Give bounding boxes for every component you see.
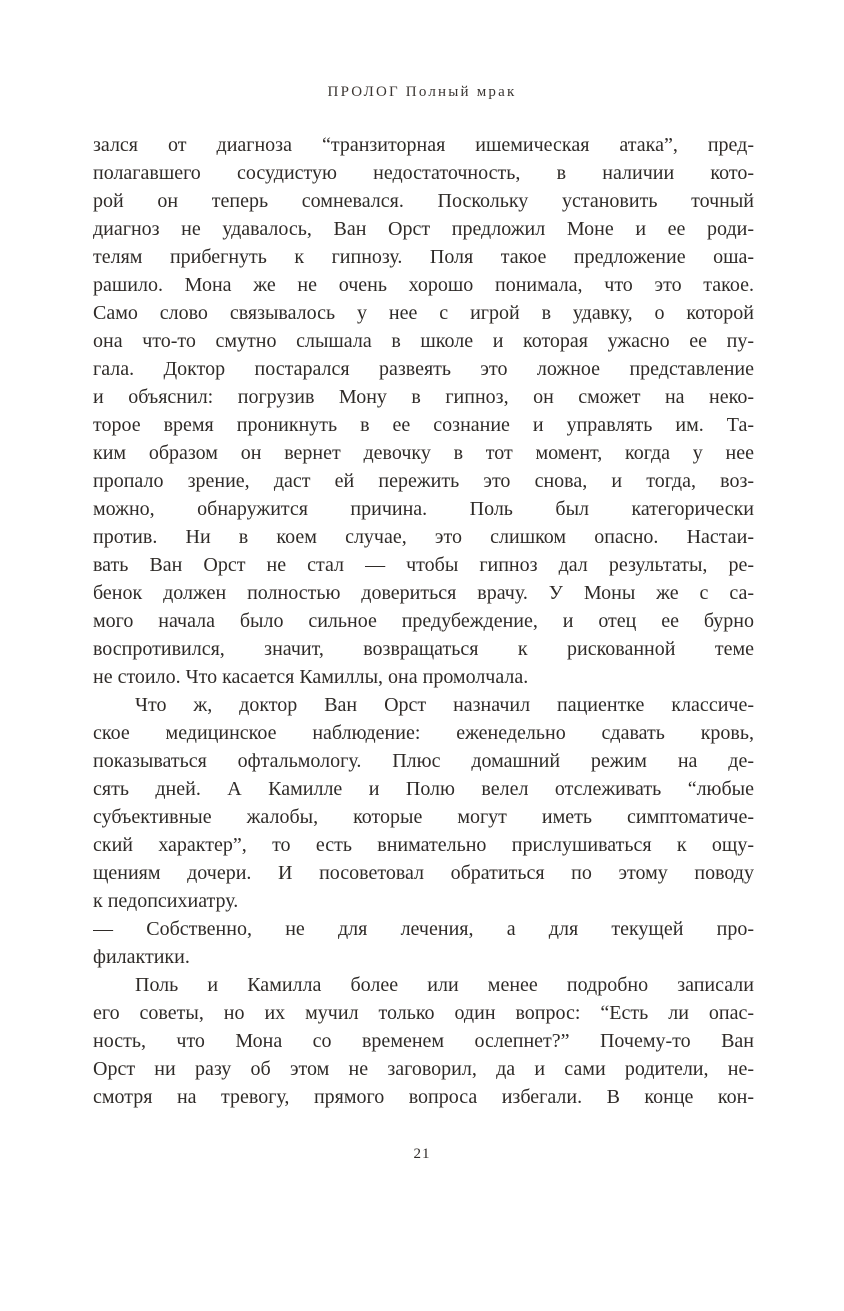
text-line: пропало зрение, даст ей пережить это снова, и тогда, воз- (93, 470, 754, 492)
text-line: рой он теперь сомневался. Поскольку установить точный (93, 190, 754, 212)
paragraph (93, 971, 754, 1111)
text-line: его советы, но их мучил только один вопрос: “Есть ли опас- (93, 1002, 754, 1024)
text-line: ское медицинское наблюдение: еженедельно сдавать кровь, (93, 722, 754, 744)
text-line: — Собственно, не для лечения, а для текущей про- (93, 918, 754, 940)
text-line: телям прибегнуть к гипнозу. Поля такое предложение оша- (93, 246, 754, 268)
text-line: гала. Доктор постарался развеять это ложное представление (93, 358, 754, 380)
text-line: сять дней. А Камилле и Полю велел отслеживать “любые (93, 778, 754, 800)
text-line: субъективные жалобы, которые могут иметь симптоматиче- (93, 806, 754, 828)
text-line: Орст ни разу об этом не заговорил, да и сами родители, не- (93, 1058, 754, 1080)
text-line: мого начала было сильное предубеждение, и отец ее бурно (93, 610, 754, 632)
text-line: показываться офтальмологу. Плюс домашний режим на де- (93, 750, 754, 772)
text-line: она что-то смутно слышала в школе и которая ужасно ее пу- (93, 330, 754, 352)
text-line: смотря на тревогу, прямого вопроса избегали. В конце кон- (93, 1086, 754, 1108)
text-line: Поль и Камилла более или менее подробно записали (135, 974, 754, 996)
text-line: зался от диагноза “транзиторная ишемическая атака”, пред- (93, 134, 754, 156)
text-line: филактики. (93, 946, 190, 968)
text-line: диагноз не удавалось, Ван Орст предложил Моне и ее роди- (93, 218, 754, 240)
running-header: ПРОЛОГ Полный мрак (327, 84, 517, 100)
text-line: к педопсихиатру. (93, 890, 239, 912)
text-line: бенок должен полностью довериться врачу. У Моны же с са- (93, 582, 754, 604)
text-line: полагавшего сосудистую недостаточность, в наличии кото- (93, 162, 754, 184)
text-line: ким образом он вернет девочку в тот момент, когда у нее (93, 442, 754, 464)
paragraph (93, 915, 754, 971)
text-line: и объяснил: погрузив Мону в гипноз, он сможет на неко- (93, 386, 754, 408)
text-line: Что ж, доктор Ван Орст назначил пациентке классиче- (135, 694, 754, 716)
text-line: против. Ни в коем случае, это слишком опасно. Настаи- (93, 526, 754, 548)
page-number: 21 (413, 1146, 431, 1162)
body-text (93, 131, 754, 1111)
paragraph (93, 691, 754, 915)
text-line: вать Ван Орст не стал — чтобы гипноз дал результаты, ре- (93, 554, 754, 576)
text-line: не стоило. Что касается Камиллы, она промолчала. (93, 666, 529, 688)
paragraph (93, 131, 754, 691)
text-line: ский характер”, то есть внимательно прислушиваться к ощу- (93, 834, 754, 856)
text-line: Само слово связывалось у нее с игрой в удавку, о которой (93, 302, 754, 324)
text-line: можно, обнаружится причина. Поль был категорически (93, 498, 754, 520)
text-line: ность, что Мона со временем ослепнет?” Почему-то Ван (93, 1030, 754, 1052)
text-line: воспротивился, значит, возвращаться к рискованной теме (93, 638, 754, 660)
text-line: торое время проникнуть в ее сознание и управлять им. Та- (93, 414, 754, 436)
text-line: рашило. Мона же не очень хорошо понимала, что это такое. (93, 274, 754, 296)
text-line: щениям дочери. И посоветовал обратиться по этому поводу (93, 862, 754, 884)
